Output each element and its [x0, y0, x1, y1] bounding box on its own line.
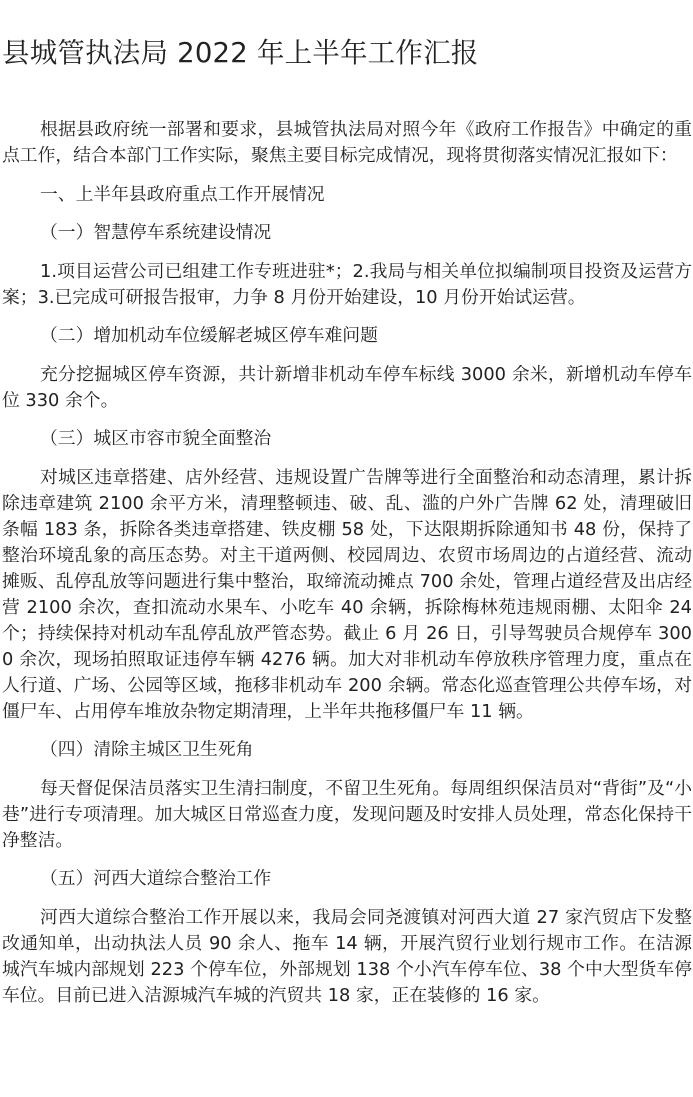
document-body — [2, 117, 692, 1021]
section-heading-1: 一、上半年县政府重点工作开展情况 — [40, 183, 325, 205]
intro-paragraph: 根据县政府统一部署和要求，县城管执法局对照今年《政府工作报告》中确定的重点工作，结合本部门工作实际，聚焦主要目标完成情况，现将贯彻落实情况汇报如下： — [2, 119, 692, 166]
subsection-heading-parking-spaces: （二）增加机动车位缓解老城区停车难问题 — [40, 325, 378, 346]
subsection-heading-smart-parking: （一）智慧停车系统建设情况 — [40, 222, 272, 243]
paragraph-smart-parking: 1.项目运营公司已组建工作专班进驻*；2.我局与相关单位拟编制项目投资及运营方案；3.已完成可研报告报审，力争 8 月份开始建设，10 月份开始试运营。 — [2, 260, 692, 308]
subsection-heading-sanitation: （四）清除主城区卫生死角 — [40, 739, 254, 760]
paragraph-city-appearance: 对城区违章搭建、店外经营、违规设置广告牌等进行全面整治和动态清理，累计拆除违章建筑 2100 余平方米，清理整顿违、破、乱、滥的户外广告牌 62 处，清理破旧条幅 183 条，拆除各类违章搭建、铁皮棚 58 处，下达限期拆除通知书 48 份，保持了整治环境乱象的高压态势。对主干道两侧、校园周边、农贸市场周边的占道经营、流动摊贩、乱停乱放等问题进行集中整治，取缔流动摊点 700 余处，管理占道经营及出店经营 2100 余次，查扣流动水果车、小吃车 40 余辆，拆除梅林苑违规雨棚、太阳伞 24 个；持续保持对机动车乱停乱放严管态势。截止 6 月 26 日，引导驾驶员合规停车 3000 余次，现场拍照取证违停车辆 4276 辆。加大对非机动车停放秩序管理力度，重点在人行道、广场、公园等区域，拖移非机动车 200 余辆。常态化巡查管理公共停车场，对僵尸车、占用停车堆放杂物定期清理，上半年共拖移僵尸车 11 辆。 — [2, 466, 692, 722]
subsection-heading-hexi-avenue: （五）河西大道综合整治工作 — [40, 868, 272, 889]
document-title: 县城管执法局 2022 年上半年工作汇报 — [2, 37, 479, 69]
paragraph-parking-spaces: 充分挖掘城区停车资源，共计新增非机动车停车标线 3000 余米，新增机动车停车位 330 余个。 — [2, 363, 692, 411]
subsection-heading-city-appearance: （三）城区市容市貌全面整治 — [40, 428, 272, 449]
paragraph-hexi-avenue: 河西大道综合整治工作开展以来，我局会同尧渡镇对河西大道 27 家汽贸店下发整改通知单，出动执法人员 90 余人、拖车 14 辆，开展汽贸行业划行规市工作。在洁源城汽车城内部规划 223 个停车位，外部规划 138 个小汽车停车位、38 个中大型货车停车位。目前已进入洁源城汽车城的汽贸共 18 家，正在装修的 16 家。 — [2, 906, 692, 1006]
paragraph-sanitation: 每天督促保洁员落实卫生清扫制度，不留卫生死角。每周组织保洁员对“背街”及“小巷”进行专项清理。加大城区日常巡查力度，发现问题及时安排人员处理，常态化保持干净整洁。 — [2, 777, 692, 851]
